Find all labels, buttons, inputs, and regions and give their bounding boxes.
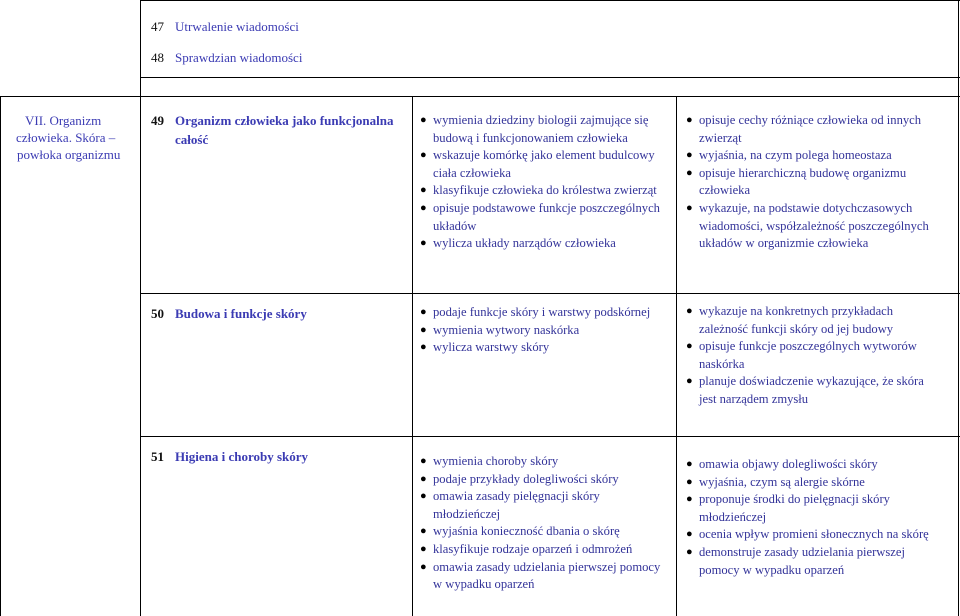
requirement-text: ocenia wpływ promieni słonecznych na skórę: [699, 527, 929, 542]
requirement-text: wylicza warstwy skóry: [433, 340, 550, 355]
bullet-icon: ●: [686, 340, 693, 353]
requirement-text: wymienia wytwory naskórka: [433, 322, 580, 337]
requirement-text: w wypadku oparzeń: [433, 577, 535, 592]
requirement-text: układów: [433, 218, 477, 233]
requirement-text: opisuje funkcje poszczególnych wytworów: [699, 339, 917, 354]
requirement-text: podaje przykłady dolegliwości skóry: [433, 471, 619, 486]
lesson-number: 49: [151, 113, 164, 128]
lesson-title: Organizm człowieka jako funkcjonalna: [175, 113, 394, 128]
section-label: VII. Organizm: [25, 113, 102, 128]
requirement-text: wyjaśnia konieczność dbania o skórę: [433, 524, 620, 539]
basic-requirements-list: [419, 112, 660, 253]
requirement-item: [419, 471, 660, 489]
requirement-item: [685, 303, 924, 338]
bullet-icon: ●: [686, 475, 693, 488]
bullet-icon: ●: [686, 528, 693, 541]
bullet-icon: ●: [686, 458, 693, 470]
requirement-item: [419, 200, 660, 235]
requirement-text: młodzieńczej: [699, 509, 767, 524]
requirement-item: [685, 373, 924, 408]
requirement-item: [419, 453, 660, 471]
requirement-item: [419, 112, 660, 147]
requirement-text: opisuje cechy różniące człowieka od innych: [699, 113, 922, 127]
table-rule: [140, 293, 960, 294]
bullet-icon: ●: [420, 201, 427, 214]
bullet-icon: ●: [686, 493, 693, 506]
requirement-item: [685, 474, 929, 492]
bullet-icon: ●: [420, 237, 427, 250]
requirement-text: omawia zasady udzielania pierwszej pomocy: [433, 559, 661, 574]
requirement-item: [419, 304, 650, 322]
requirement-text: wymienia choroby skóry: [433, 454, 559, 468]
requirement-text: wymienia dziedziny biologii zajmujące się: [433, 113, 649, 127]
bullet-icon: ●: [420, 306, 427, 318]
table-rule: [0, 96, 960, 97]
table-col-divider: [140, 0, 141, 616]
requirement-text: naskórka: [699, 356, 745, 371]
lesson-number: 50: [151, 306, 164, 321]
requirement-item: [419, 322, 650, 340]
bullet-icon: ●: [420, 560, 427, 573]
extended-requirements-list: [685, 303, 924, 409]
requirement-text: proponuje środki do pielęgnacji skóry: [699, 492, 890, 507]
requirement-item: [419, 182, 660, 200]
table-col-divider: [676, 96, 677, 616]
bullet-icon: ●: [420, 472, 427, 485]
requirement-item: [419, 559, 660, 594]
requirement-item: [419, 523, 660, 541]
table-col-divider: [412, 96, 413, 616]
requirement-item: [685, 338, 924, 373]
requirement-text: zwierząt: [699, 130, 742, 145]
table-rule: [140, 77, 960, 78]
requirement-item: [685, 200, 929, 253]
bullet-icon: ●: [686, 149, 693, 162]
requirement-text: klasyfikuje człowieka do królestwa zwierząt: [433, 183, 657, 198]
lesson-title: Higiena i choroby skóry: [175, 449, 309, 464]
requirement-item: [419, 147, 660, 182]
requirement-item: [419, 488, 660, 523]
bullet-icon: ●: [686, 201, 693, 214]
requirement-text: budową i funkcjonowaniem człowieka: [433, 130, 628, 145]
requirement-text: wyjaśnia, na czym polega homeostaza: [699, 148, 892, 163]
extended-requirements-list: [685, 112, 929, 253]
bullet-icon: ●: [420, 184, 427, 197]
bullet-icon: ●: [420, 114, 427, 126]
lesson-title: Sprawdzian wiadomości: [175, 50, 303, 65]
requirement-item: [419, 541, 660, 559]
bullet-icon: ●: [686, 375, 693, 388]
requirement-item: [685, 112, 929, 147]
basic-requirements-list: [419, 304, 650, 357]
requirement-text: wyjaśnia, czym są alergie skórne: [699, 474, 865, 489]
extended-requirements-list: [685, 456, 929, 579]
requirement-text: omawia zasady pielęgnacji skóry: [433, 489, 600, 504]
lesson-title: całość: [175, 132, 209, 147]
requirement-text: planuje doświadczenie wykazujące, że skóra: [699, 374, 924, 389]
bullet-icon: ●: [686, 114, 693, 126]
bullet-icon: ●: [686, 166, 693, 179]
requirement-text: wykazuje na konkretnych przykładach: [699, 304, 894, 318]
bullet-icon: ●: [420, 341, 427, 354]
requirement-text: pomocy w wypadku oparzeń: [699, 562, 845, 577]
bullet-icon: ●: [420, 490, 427, 503]
requirement-text: wiadomości, współzależność poszczególnych: [699, 218, 929, 233]
lesson-number: 48: [151, 50, 164, 65]
requirement-text: opisuje hierarchiczną budowę organizmu: [699, 165, 907, 180]
requirement-text: omawia objawy dolegliwości skóry: [699, 457, 878, 471]
requirement-item: [685, 147, 929, 165]
requirement-text: układów w organizmie człowieka: [699, 236, 869, 251]
section-label: powłoka organizmu: [17, 147, 121, 162]
requirement-text: podaje funkcje skóry i warstwy podskórnej: [433, 305, 651, 319]
lesson-number: 47: [151, 19, 164, 34]
requirement-text: młodzieńczej: [433, 506, 501, 521]
requirement-text: wylicza układy narządów człowieka: [433, 236, 616, 251]
lesson-title: Utrwalenie wiadomości: [175, 19, 299, 34]
requirement-item: [419, 339, 650, 357]
table-left-border: [0, 96, 1, 616]
bullet-icon: ●: [686, 545, 693, 558]
bullet-icon: ●: [420, 542, 427, 555]
requirement-item: [685, 526, 929, 544]
bullet-icon: ●: [420, 525, 427, 538]
requirement-text: jest narządem zmysłu: [699, 391, 809, 406]
requirement-text: klasyfikuje rodzaje oparzeń i odmrożeń: [433, 541, 633, 556]
requirement-text: opisuje podstawowe funkcje poszczególnych: [433, 200, 660, 215]
requirement-text: demonstruje zasady udzielania pierwszej: [699, 544, 905, 559]
requirement-item: [685, 456, 929, 474]
section-label: człowieka. Skóra –: [16, 130, 116, 145]
bullet-icon: ●: [420, 455, 427, 467]
table-rule: [140, 436, 960, 437]
bullet-icon: ●: [420, 149, 427, 162]
requirement-text: człowieka: [699, 183, 751, 198]
bullet-icon: ●: [420, 323, 427, 336]
requirement-text: ciała człowieka: [433, 165, 511, 180]
table-top-border: [140, 0, 960, 1]
requirement-item: [685, 165, 929, 200]
bullet-icon: ●: [686, 305, 693, 317]
lesson-title: Budowa i funkcje skóry: [175, 306, 307, 321]
requirement-text: zależność funkcji skóry od jej budowy: [699, 321, 894, 336]
requirement-text: wykazuje, na podstawie dotychczasowych: [699, 200, 913, 215]
lesson-number: 51: [151, 449, 164, 464]
requirement-item: [685, 544, 929, 579]
requirement-item: [419, 235, 660, 253]
requirement-item: [685, 491, 929, 526]
requirement-text: wskazuje komórkę jako element budulcowy: [433, 148, 655, 163]
basic-requirements-list: [419, 453, 660, 594]
table-right-border: [958, 0, 959, 616]
